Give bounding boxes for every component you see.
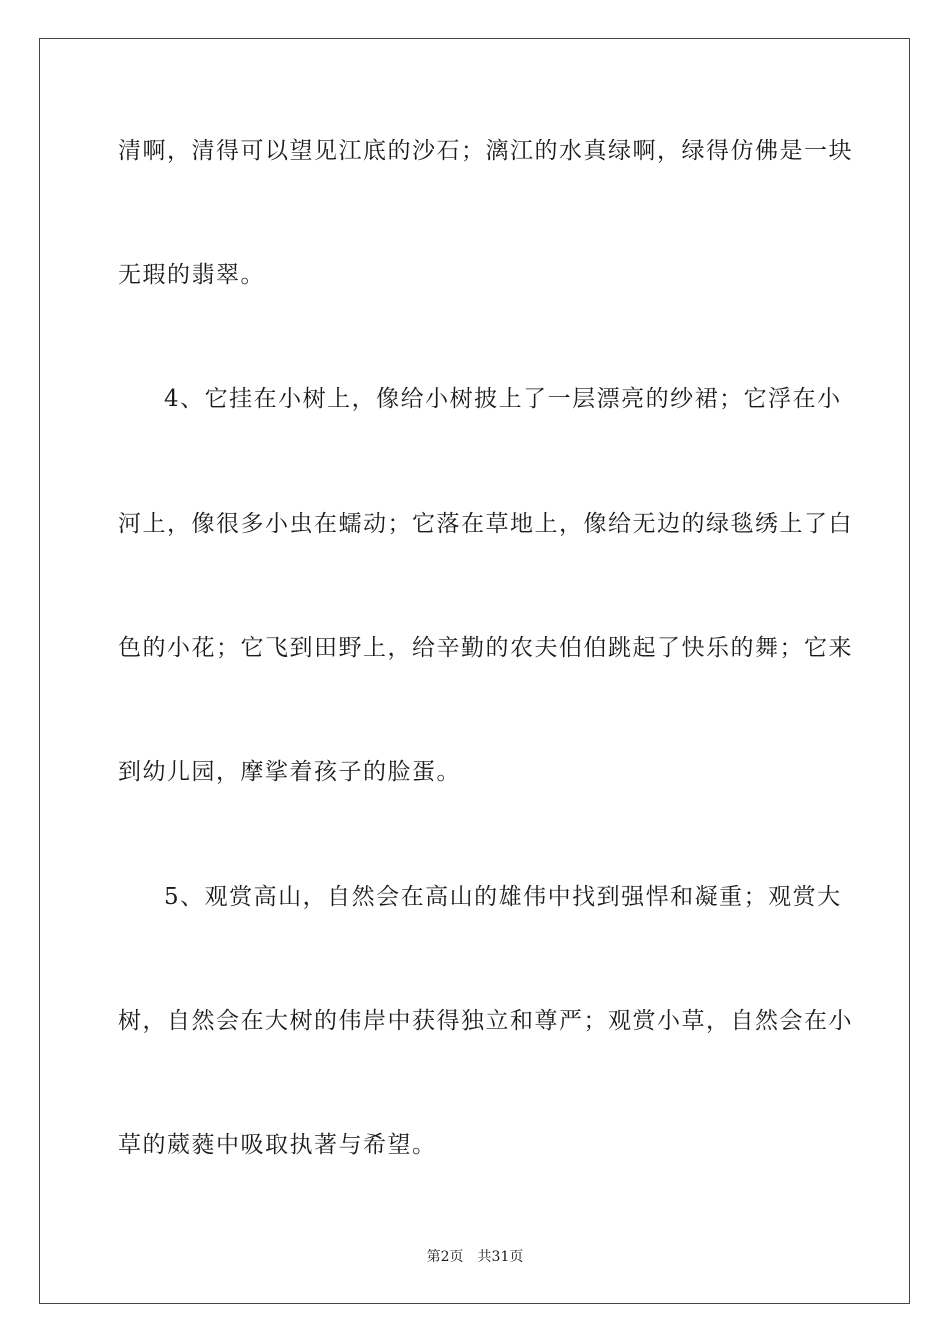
page-number: 第2页: [426, 1249, 464, 1265]
text-line: 色的小花；它飞到田野上，给辛勤的农夫伯伯跳起了快乐的舞；它来: [118, 635, 853, 661]
page-border: [39, 38, 910, 1304]
text-line: 树，自然会在大树的伟岸中获得独立和尊严；观赏小草，自然会在小: [118, 1008, 853, 1034]
page-footer: [0, 1248, 950, 1266]
text-line: 到幼儿园，摩挲着孩子的脸蛋。: [118, 759, 461, 785]
text-line: 4、它挂在小树上，像给小树披上了一层漂亮的纱裙；它浮在小: [164, 386, 842, 412]
text-line: 清啊，清得可以望见江底的沙石；漓江的水真绿啊，绿得仿佛是一块: [118, 138, 853, 164]
text-line: 草的葳蕤中吸取执著与希望。: [118, 1132, 437, 1158]
text-line: 5、观赏高山，自然会在高山的雄伟中找到强悍和凝重；观赏大: [164, 884, 842, 910]
text-line: 河上，像很多小虫在蠕动；它落在草地上，像给无边的绿毯绣上了白: [118, 511, 853, 537]
text-line: 无瑕的翡翠。: [118, 262, 265, 288]
page-total: 共31页: [477, 1249, 524, 1265]
